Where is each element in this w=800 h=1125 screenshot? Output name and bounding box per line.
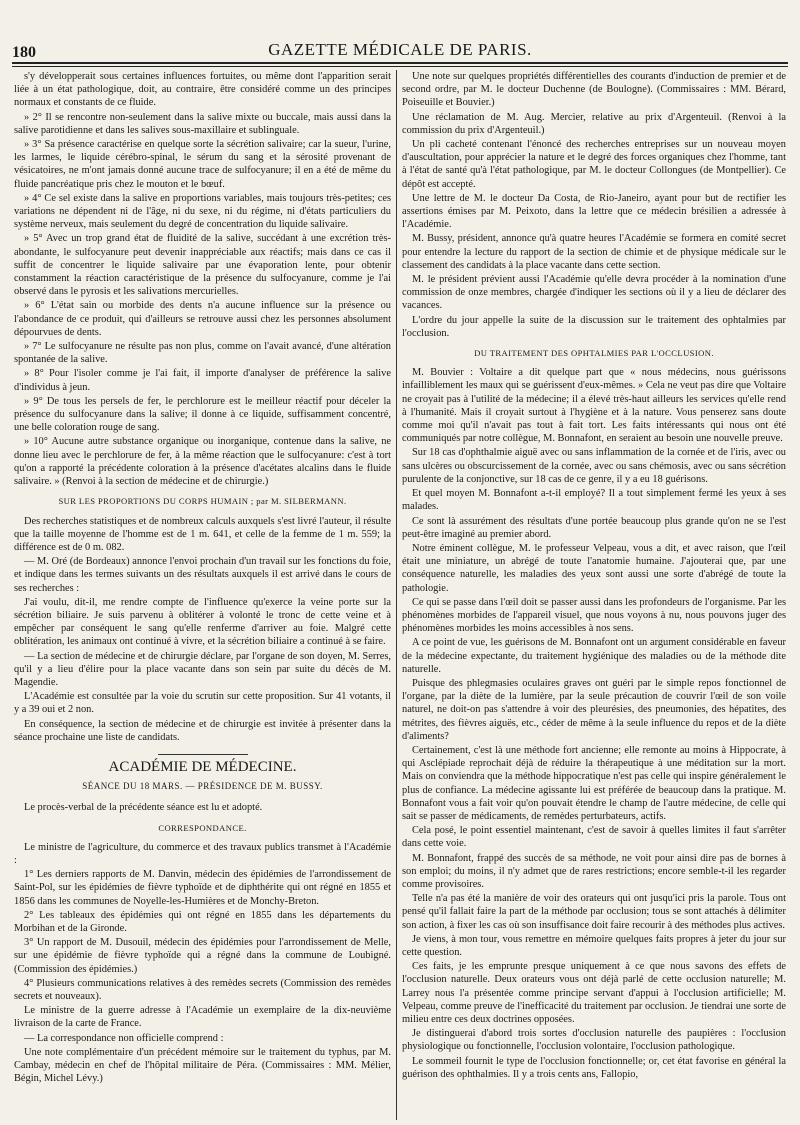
paragraph: — La correspondance non officielle comprend :	[24, 1032, 224, 1044]
paragraph: Le ministre de la guerre adresse à l'Académie un exemplaire de la dix-neuvième livraison de la carte de France.	[14, 1005, 391, 1030]
paragraph: Et quel moyen M. Bonnafont a-t-il employé? Il a tout simplement fermé les yeux à ses malades.	[402, 488, 786, 513]
paragraph: » 6° L'état sain ou morbide des dents n'a aucune influence sur la présence ou l'abondance de ce produit, qui d'ailleurs se retrouve aussi chez les personnes absolument dépourvues de dents.	[14, 300, 391, 338]
paragraph: » 9° De tous les persels de fer, le perchlorure est le meilleur réactif pour déceler la présence du sulfocyanure dans la salive; il donne à ce liquide, suffisamment concentré, une belle coloration rouge de sang.	[14, 395, 391, 434]
paragraph: » 4° Ce sel existe dans la salive en proportions variables, mais toujours très-petites; ces variations ne dépendent ni de l'âge, ni du sexe, ni du régime, ni d'états particuliers du système nerveux, mais seulement du degré de concentration du liquide salivaire.	[14, 192, 391, 231]
paragraph: » 8° Pour l'isoler comme je l'ai fait, il importe d'analyser de préférence la salive d'individus à jeun.	[14, 368, 391, 393]
paragraph: Le sommeil fournit le type de l'occlusion fonctionnelle; or, cet état favorise en général la guérison des ophthalmies. Il y a trois cents ans, Fallopio,	[402, 1055, 786, 1080]
paragraph: — M. Oré (de Bordeaux) annonce l'envoi prochain d'un travail sur les fonctions du foie, et indique dans les termes suivants un des résultats auxquels il est arrivé dans le cours de ses recherches :	[14, 556, 391, 594]
running-title: GAZETTE MÉDICALE DE PARIS.	[268, 40, 532, 59]
paragraph: J'ai voulu, dit-il, me rendre compte de l'influence qu'exerce la veine porte sur la sécrétion biliaire. Je suis parvenu à oblitérer à volonté le tronc de cette veine et à empêcher par conséquent le sang qu'elle renferme d'arriver au foie. Malgré cette oblitération, les animaux ont continué à vivre, et la sécrétion biliaire a continué à se faire.	[14, 596, 391, 648]
paragraph: s'y développerait sous certaines influences fortuites, ou même dont l'apparition serait liée à un état pathologique, doit, au contraire, être considéré comme un des principes normaux et constants de ce fluide.	[14, 71, 391, 109]
paragraph: Une note sur quelques propriétés différentielles des courants d'induction de premier et de second ordre, par M. le docteur Duchenne (de Boulogne). (Commissaires : MM. Bérard, Poiseuille et Bouvier.)	[402, 71, 786, 109]
paragraph: M. Bussy, président, annonce qu'à quatre heures l'Académie se formera en comité secret pour entendre la lecture du rapport de la section de chimie et de physique médicale sur le classement des candidats à la place vacante dans cette section.	[402, 233, 786, 271]
paragraph: 2° Les tableaux des épidémies qui ont régné en 1855 dans les départements du Morbihan et de la Gironde.	[14, 909, 391, 934]
paragraph: » 3° Sa présence caractérise en quelque sorte la sécrétion salivaire; car la sueur, l'urine, les larmes, le liquide cérébro-spinal, le sérum du sang et la sérosité provenant de vésicatoires, ne m'ont jamais donné aucune trace de sulfocyanure; il en a été de même du fluide pancréatique pris chez le mouton et le bœuf.	[14, 139, 391, 190]
page-number: 180	[12, 44, 36, 61]
paragraph: L'ordre du jour appelle la suite de la discussion sur le traitement des ophtalmies par l'occlusion.	[402, 314, 786, 339]
paragraph: Une réclamation de M. Aug. Mercier, relative au prix d'Argenteuil. (Renvoi à la commission du prix d'Argenteuil.)	[402, 111, 786, 136]
heading-correspondance: CORRESPONDANCE.	[158, 822, 247, 833]
left-paragraphs-2	[14, 515, 391, 744]
header-rule-thin	[12, 66, 788, 67]
paragraph: Certainement, c'est là une méthode fort ancienne; elle remonte au moins à Hippocrate, à qui Asclépiade reprochait déjà de réduire la thérapeutique à une méditation sur la mort. Mais on conviendra que la méthode hippocratique n'est pas celle qui inspire généralement le plus de confiance. La médecine agissante lui est préférée de beaucoup dans la pratique. M. Bonnafont vous a fait voir qu'on pouvait étendre le champ de l'autre médecine, de celle qui sait se passer de médicaments, de remèdes perturbateurs, actifs.	[402, 744, 786, 822]
right-paragraphs-1	[402, 70, 786, 340]
paragraph: » 2° Il se rencontre non-seulement dans la salive mixte ou buccale, mais aussi dans la salive parotidienne et dans les salives sous-maxillaire et sublinguale.	[14, 111, 391, 136]
heading-academie: ACADÉMIE DE MÉDECINE.	[108, 758, 297, 775]
paragraph: Ce qui se passe dans l'œil doit se passer aussi dans les profondeurs de l'organisme. Par les phénomènes morbides de l'appareil visuel, que nous voyons à nu, nous pouvons juger des phénomènes morbides les moins accessibles à nos sens.	[402, 596, 786, 635]
paragraph: M. Bonnafont, frappé des succès de sa méthode, ne voit pour ainsi dire pas de bornes à son emploi; du moins, il n'y admet que de rares restrictions; encore semble-t-il les regarder comme provisoires.	[402, 852, 786, 890]
section-separator	[158, 754, 248, 755]
paragraph: Cela posé, le point essentiel maintenant, c'est de savoir à quelles limites il faut s'arrêter dans cette voie.	[402, 825, 786, 850]
paragraph: — La section de médecine et de chirurgie déclare, par l'organe de son doyen, M. Serres, qu'il y a lieu d'élire pour la place vacante dans son sein par suite du décès de M. Magendie.	[14, 650, 391, 688]
paragraph: Je viens, à mon tour, vous remettre en mémoire quelques faits propres à jeter du jour sur cette question.	[402, 933, 786, 958]
paragraph: » 7° Le sulfocyanure ne résulte pas non plus, comme on l'avait avancé, d'une altération spontanée de la salive.	[14, 341, 391, 366]
paragraph: Telle n'a pas été la manière de voir des orateurs qui ont jusqu'ici pris la parole. Tous ont pensé qu'il fallait faire la part de la méthode par occlusion; tous se sont attachés à délimiter son action, à fixer les cas où son insuffisance doit faire recourir à des méthodes plus actives.	[402, 893, 786, 931]
paragraph: L'Académie est consultée par la voie du scrutin sur cette proposition. Sur 41 votants, il y a 39 oui et 2 non.	[14, 691, 391, 716]
left-column	[14, 70, 391, 1120]
proces-verbal: Le procès-verbal de la précédente séance est lu et adopté.	[24, 802, 263, 814]
paragraph: 3° Un rapport de M. Dusouil, médecin des épidémies pour l'arrondissement de Melle, sur une épidémie de fièvre typhoïde qui a régné dans la commune de Loubigné. (Commission des épidémies.)	[14, 937, 391, 975]
paragraph: Sur 18 cas d'ophthalmie aiguë avec ou sans inflammation de la cornée et de l'iris, avec ou sans ulcères ou obscurcissement de la cornée, avec ou sans chémosis, avec ou sans sécrétion purulente de la conjonctive, sur 18 cas de ce genre, il y a eu 18 guérisons.	[402, 447, 786, 485]
paragraph: Puisque des phlegmasies oculaires graves ont guéri par le simple repos fonctionnel de l'organe, par la diète de la lumière, par la seule précaution de couvrir l'œil de son voile naturel, ne doit-on pas s'attendre à voir des pleurésies, des pneumonies, des hépatites, des métrites, des fièvres aiguës, etc., céder de même à la seule influence du repos et de la diète d'aliments?	[402, 677, 786, 742]
heading-traitement: DU TRAITEMENT DES OPHTALMIES PAR L'OCCLUSION.	[474, 348, 714, 359]
paragraph: Le ministre de l'agriculture, du commerce et des travaux publics transmet à l'Académie :	[14, 841, 391, 866]
heading-proportions: SUR LES PROPORTIONS DU CORPS HUMAIN ; par M. SILBERMANN.	[58, 496, 347, 507]
left-paragraphs-3	[14, 841, 391, 1086]
header-rule	[12, 62, 788, 64]
paragraph: 4° Plusieurs communications relatives à des remèdes secrets (Commission des remèdes secrets et nouveaux).	[14, 977, 391, 1002]
right-paragraphs-2	[402, 366, 786, 1081]
paragraph: Des recherches statistiques et de nombreux calculs auxquels s'est livré l'auteur, il résulte que la taille moyenne de l'homme est de 1 m. 641, et celle de la femme de 1 m. 559; la différence est de 0 m. 082.	[14, 515, 391, 553]
paragraph: Je distinguerai d'abord trois sortes d'occlusion naturelle des paupières : l'occlusion physiologique ou fonctionnelle, l'occlusion volontaire, l'occlusion pathologique.	[402, 1028, 786, 1053]
paragraph: Un pli cacheté contenant l'énoncé des recherches entreprises sur un nouveau moyen d'auscultation, pour apprécier la nature et le degré des forces organiques chez l'homme, tant à l'état de santé qu'à l'état pathologique, par M. le docteur Collongues (de Montpellier). Ce dépôt est accepté.	[402, 139, 786, 190]
paragraph: Une note complémentaire d'un précédent mémoire sur le traitement du typhus, par M. Cambay, médecin en chef de l'hôpital militaire de Péra. (Commissaires : MM. Mélier, Bégin, Michel Lévy.)	[14, 1046, 391, 1085]
paragraph: En conséquence, la section de médecine et de chirurgie est invitée à présenter dans la séance prochaine une liste de candidats.	[14, 718, 391, 743]
paragraph: M. Bouvier : Voltaire a dit quelque part que « nous médecins, nous guérissons infailliblement les maux qui se guérissent d'eux-mêmes. » Cela ne veut pas dire que Voltaire ne croyait pas à l'utilité de la médecine; il a élevé très-haut ailleurs les services qu'elle rend à l'humanité. Mais il croyait surtout à l'hygiène et à la nature. Vous penserez sans doute comme moi qu'il n'avait pas tout à fait tort. Les faits intéressants qui nous ont été communiqués par notre collègue, M. Bonnafont, en seraient au besoin une nouvelle preuve.	[402, 367, 786, 445]
column-divider	[396, 70, 397, 1120]
paragraph: A ce point de vue, les guérisons de M. Bonnafont ont un argument considérable en faveur de la médecine expectante, du traitement hygiénique des maladies ou de la méthode dite naturelle.	[402, 637, 786, 675]
paragraph: » 10° Aucune autre substance organique ou inorganique, contenue dans la salive, ne donne lieu avec le perchlorure de fer, à la même réaction que le sulfocyanure: c'est à tort qu'on a rapporté la précédente coloration à la présence d'acétates alcalins dans le fluide salivaire. » (Renvoi à la section de médecine et de chirurgie.)	[14, 436, 391, 488]
paragraph: Une lettre de M. le docteur Da Costa, de Rio-Janeiro, ayant pour but de rectifier les assertions émises par M. Peixoto, dans la lettre que ce médecin brésilien a adressée à l'Académie.	[402, 192, 786, 231]
right-column	[402, 70, 786, 1120]
paragraph: » 5° Avec un trop grand état de fluidité de la salive, succédant à une excrétion très-abondante, le sulfocyanure peut devenir inappréciable aux réactifs; mais dans ce cas il suffit de concentrer le liquide salivaire par une évaporation lente, pour obtenir constamment la réaction caractéristique de la présence du sulfocyanure, comme je l'ai observé dans le pyrosis et les salivations mercurielles.	[14, 233, 391, 298]
seance-line: SÉANCE DU 18 MARS. — PRÉSIDENCE DE M. BUSSY.	[82, 781, 323, 792]
paragraph: Ce sont là assurément des résultats d'une portée beaucoup plus grande qu'on ne se l'est peut-être imaginé au premier abord.	[402, 515, 786, 540]
paragraph: Ces faits, je les emprunte presque uniquement à ce que nous savons des effets de l'occlusion naturelle. Deux orateurs vous ont déjà parlé de cette occlusion naturelle; M. Larrey nous l'a présentée comme principe servant d'appui à l'occlusion artificielle; M. Velpeau, comme preuve de l'inefficacité du traitement par occlusion. Je tiendrai une sorte de milieu entre ces deux doctrines opposées.	[402, 961, 786, 1026]
paragraph: M. le président prévient aussi l'Académie qu'elle devra procéder à la nomination d'une commission de onze membres, chargée d'indiquer les sections où il y a lieu de déclarer des vacances.	[402, 274, 786, 312]
left-paragraphs-1	[14, 70, 391, 488]
paragraph: Notre éminent collègue, M. le professeur Velpeau, vous a dit, et avec raison, que l'œil était une miniature, un abrégé de toute l'anatomie humaine. J'ajouterai que, par une conséquence naturelle, les maladies des yeux sont aussi une sorte d'abrégé de toute la pathologie.	[402, 542, 786, 594]
paragraph: 1° Les derniers rapports de M. Danvin, médecin des épidémies de l'arrondissement de Saint-Pol, sur les épidémies de fièvre typhoïde et de diphthérite qui ont régné en 1855 et 1856 dans les communes de Noyelle-les-Humières et de Monchy-Breton.	[14, 869, 391, 907]
